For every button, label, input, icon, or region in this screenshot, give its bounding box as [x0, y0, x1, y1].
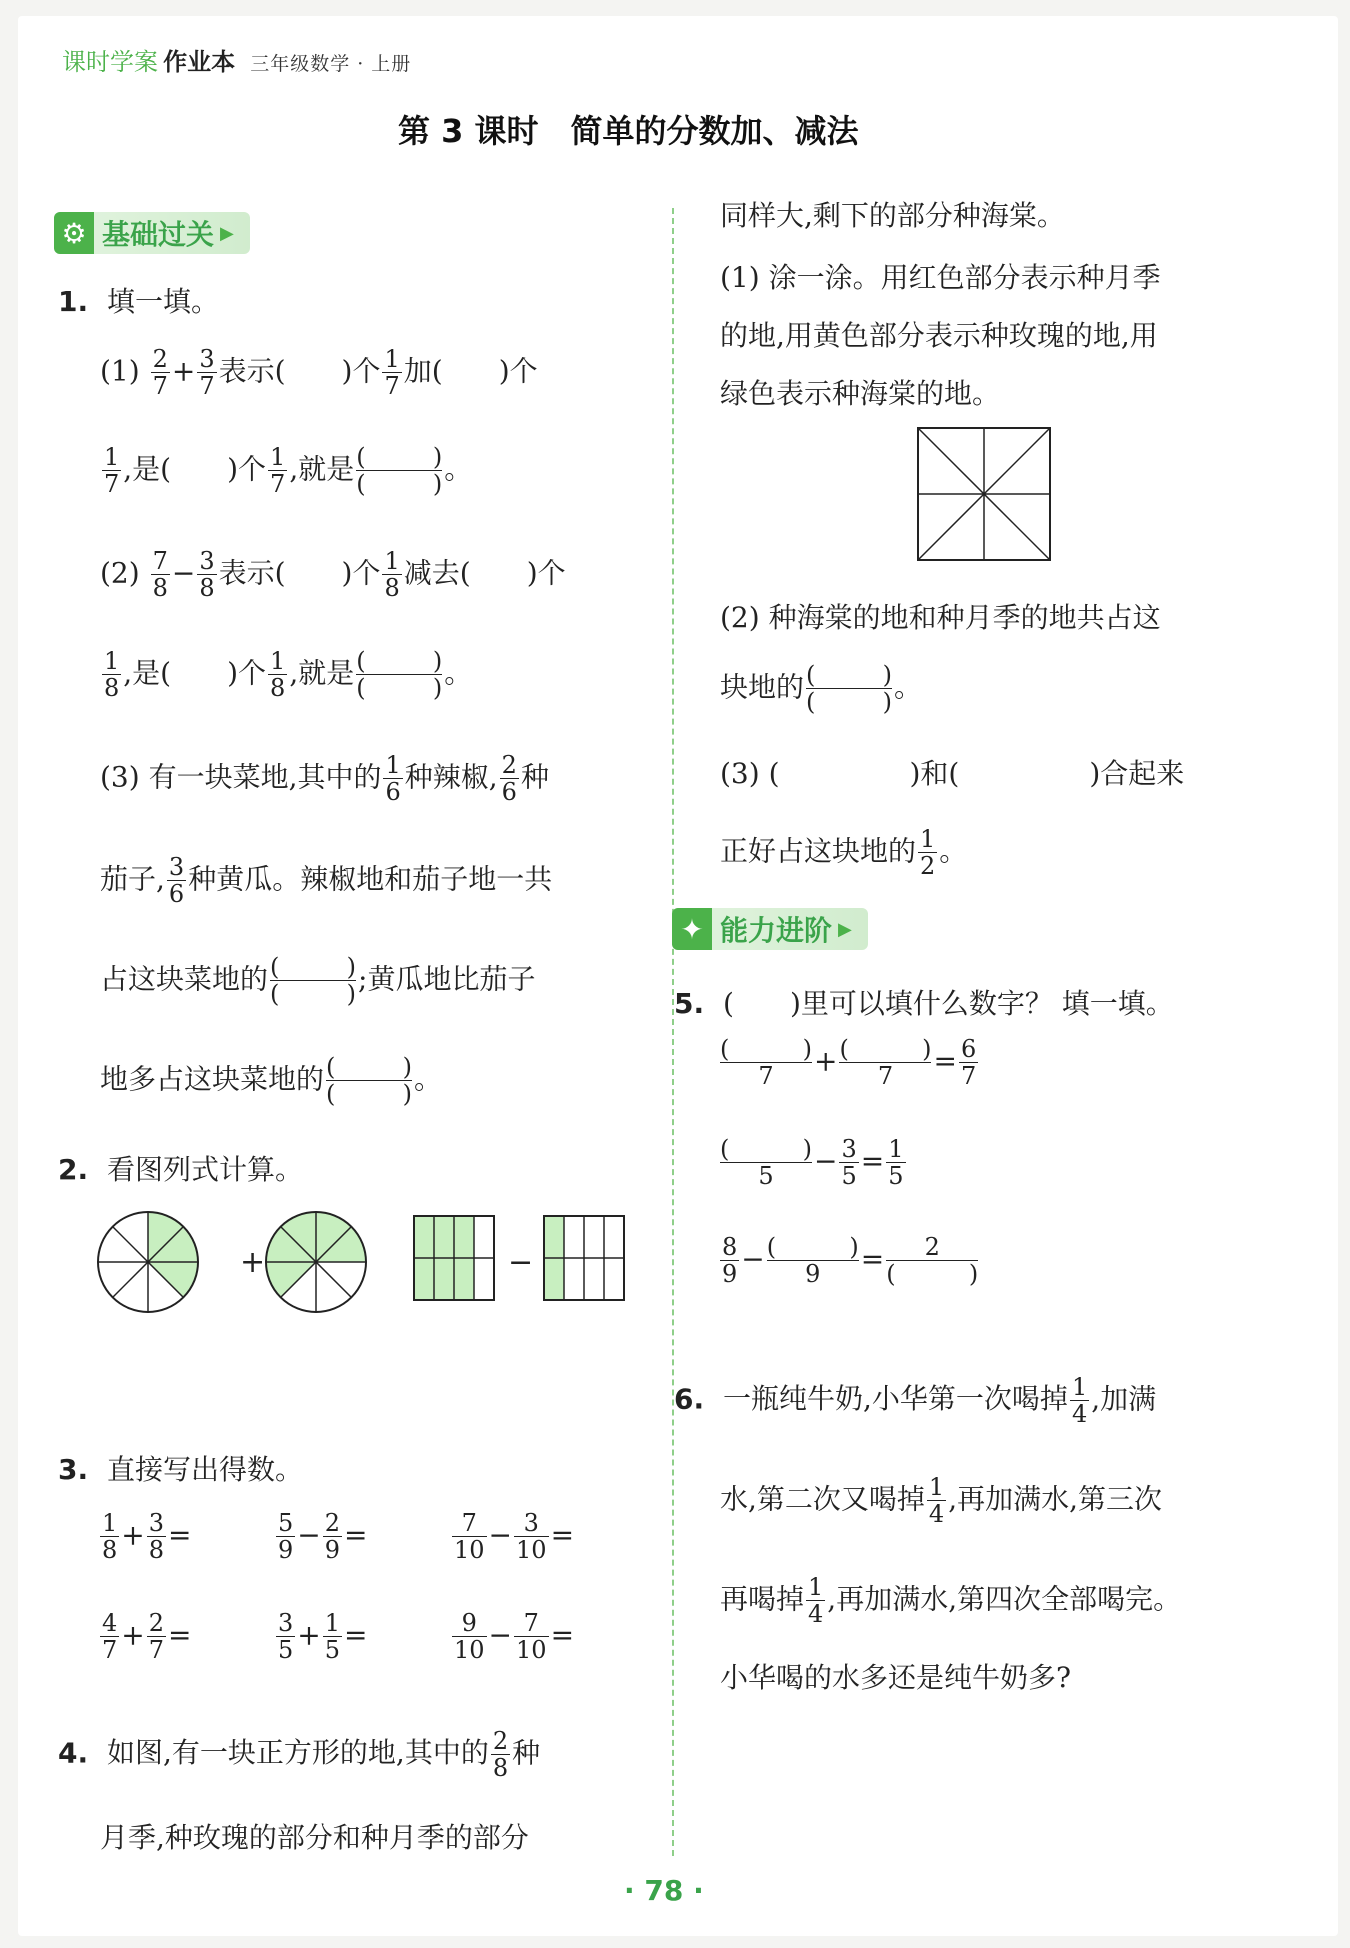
q6-line2: 水,第二次又喝掉 $\frac{1}{4}$ ,再加满水,第三次: [720, 1473, 1162, 1529]
runner-icon: ✦: [672, 908, 712, 950]
answer-fraction-blank[interactable]: ( ) 7: [839, 1035, 932, 1091]
q4-part3-line2: 正好占这块地的 $\frac{1}{2}$ 。: [720, 825, 968, 881]
q4-part2-line1: (2) 种海棠的地和种月季的地共占这: [720, 601, 1161, 634]
q1-part1-line1: (1) $\frac{2}{7}$ + $\frac{3}{7}$ 表示( )个 $\frac{1}{7}$ 加( )个: [100, 345, 538, 401]
q3-item: $\frac{1}{8}$ + $\frac{3}{8}$ =: [102, 1509, 192, 1565]
q4-line3-text: 同样大,剩下的部分种海棠。: [720, 199, 1065, 232]
q5-eq2: ( ) 5 − $\frac{3}{5}$ = $\frac{1}{5}$: [720, 1135, 904, 1191]
header-subtitle: 三年级数学 · 上册: [250, 53, 412, 75]
answer-fraction-blank[interactable]: ( ) ( ): [326, 1053, 413, 1109]
answer-fraction-blank[interactable]: ( ) ( ): [356, 443, 443, 499]
q1-part2-line1: (2) $\frac{7}{8}$ − $\frac{3}{8}$ 表示( )个 $\frac{1}{8}$ 减去( )个: [100, 547, 566, 603]
q1-part3-line2: 茄子, $\frac{3}{6}$ 种黄瓜。辣椒地和茄子地一共: [100, 853, 553, 909]
q5-eq3: $\frac{8}{9}$ − ( ) 9 = 2 ( ): [722, 1233, 979, 1289]
column-divider: [672, 208, 674, 1856]
q2-stem: 2. 看图列式计算。: [58, 1153, 304, 1186]
q4-part2-line2: 块地的 ( ) ( ) 。: [720, 661, 923, 717]
fraction: $\frac{1}{8}$: [104, 647, 120, 703]
fraction: $\frac{1}{7}$: [270, 443, 286, 499]
fraction: $\frac{1}{6}$: [385, 751, 401, 807]
q3-stem: 3. 直接写出得数。: [58, 1453, 304, 1486]
q4-part1-line2: 的地,用黄色部分表示种玫瑰的地,用: [720, 319, 1158, 352]
gear-icon: ⚙: [54, 212, 94, 254]
arrow-icon: ▶: [838, 918, 852, 940]
section-basic-title: 基础过关: [102, 218, 215, 251]
q4-part1-line3: 绿色表示种海棠的地。: [720, 377, 1001, 410]
fraction: $\frac{1}{8}$: [270, 647, 286, 703]
grid-figure-2: [544, 1216, 624, 1300]
q5-stem: 5. ( )里可以填什么数字？ 填一填。: [674, 987, 1174, 1020]
section-basic: [54, 212, 250, 254]
circle-figure-2: [266, 1212, 366, 1312]
q1-stem: 1. 填一填。: [58, 285, 220, 318]
q4-part1-line1: (1) 涂一涂。用红色部分表示种月季: [720, 261, 1161, 294]
answer-fraction-blank[interactable]: ( ) 5: [720, 1135, 812, 1191]
fraction: $\frac{3}{8}$: [199, 547, 215, 603]
header-brand: 课时学案: [62, 48, 158, 76]
fraction: $\frac{3}{7}$: [199, 345, 215, 401]
fraction: $\frac{2}{8}$: [492, 1727, 509, 1783]
q1-part3-line1: (3) 有一块菜地,其中的 $\frac{1}{6}$ 种辣椒, $\frac{2}{6}$ 种: [100, 751, 549, 807]
grid-figure-1: [414, 1216, 494, 1300]
q6-line1: 6. 一瓶纯牛奶,小华第一次喝掉 $\frac{1}{4}$ ,加满: [674, 1373, 1157, 1429]
section-advanced-title: 能力进阶: [720, 914, 833, 947]
q5-eq1: ( ) 7 + ( ) 7 = $\frac{6}{7}$: [720, 1035, 977, 1091]
fraction: $\frac{7}{8}$: [152, 547, 168, 603]
q3-item: $\frac{5}{9}$ − $\frac{2}{9}$ =: [278, 1509, 368, 1565]
q3-item: $\frac{3}{5}$ + $\frac{1}{5}$ =: [278, 1609, 368, 1665]
q3-item: $\frac{4}{7}$ + $\frac{2}{7}$ =: [102, 1609, 192, 1665]
q6-line4: 小华喝的水多还是纯牛奶多?: [720, 1661, 1072, 1694]
q4-part3-line1: (3) ( )和( )合起来: [720, 757, 1185, 790]
fraction: $\frac{1}{7}$: [104, 443, 120, 499]
answer-fraction-blank[interactable]: ( ) ( ): [806, 661, 893, 717]
q2-figures: [88, 1202, 648, 1322]
header-book: 作业本: [163, 48, 236, 76]
q1-part3-line4: 地多占这块菜地的 ( ) ( ) 。: [100, 1053, 443, 1109]
q6-line3: 再喝掉 $\frac{1}{4}$ ,再加满水,第四次全部喝完。: [720, 1573, 1182, 1629]
answer-fraction-blank[interactable]: ( ) ( ): [270, 953, 357, 1009]
circle-figure-1: [98, 1212, 198, 1312]
workbook-page: [18, 16, 1338, 1936]
q1-part3-line3: 占这块菜地的 ( ) ( ) ;黄瓜地比茄子: [100, 953, 536, 1009]
section-advanced: [672, 908, 868, 950]
plus-sign: +: [240, 1245, 266, 1280]
page-number: · 78 ·: [624, 1874, 704, 1907]
q4-line1: 4. 如图,有一块正方形的地,其中的 $\frac{2}{8}$ 种: [58, 1727, 541, 1783]
answer-fraction-blank[interactable]: ( ) 7: [720, 1035, 812, 1091]
answer-fraction-blank[interactable]: 2 ( ): [886, 1233, 979, 1289]
minus-sign: −: [508, 1245, 534, 1280]
q4-line2: 月季,种玫瑰的部分和种月季的部分: [100, 1821, 529, 1854]
q1-part2-line2: $\frac{1}{8}$ ,是( )个 $\frac{1}{8}$ ,就是 ( ) ( ) 。: [104, 647, 473, 703]
fraction: $\frac{1}{2}$: [920, 825, 936, 881]
square-field-figure[interactable]: [916, 426, 1052, 562]
fraction: $\frac{1}{8}$: [384, 547, 400, 603]
answer-fraction-blank[interactable]: ( ) 9: [766, 1233, 859, 1289]
header: [62, 42, 411, 77]
q3-item: $\frac{9}{10}$ − $\frac{7}{10}$ =: [454, 1609, 575, 1665]
q1-part1-line2: $\frac{1}{7}$ ,是( )个 $\frac{1}{7}$ ,就是 ( ) ( ) 。: [104, 443, 473, 499]
answer-fraction-blank[interactable]: ( ) ( ): [356, 647, 443, 703]
fraction: $\frac{2}{6}$: [501, 751, 517, 807]
page-title: 第 3 课时 简单的分数加、减法: [398, 112, 859, 150]
q3-item: $\frac{7}{10}$ − $\frac{3}{10}$ =: [454, 1509, 575, 1565]
fraction: $\frac{2}{7}$: [152, 345, 168, 401]
arrow-icon: ▶: [220, 222, 234, 244]
fraction: $\frac{1}{7}$: [384, 345, 400, 401]
fraction: $\frac{3}{6}$: [168, 853, 185, 909]
